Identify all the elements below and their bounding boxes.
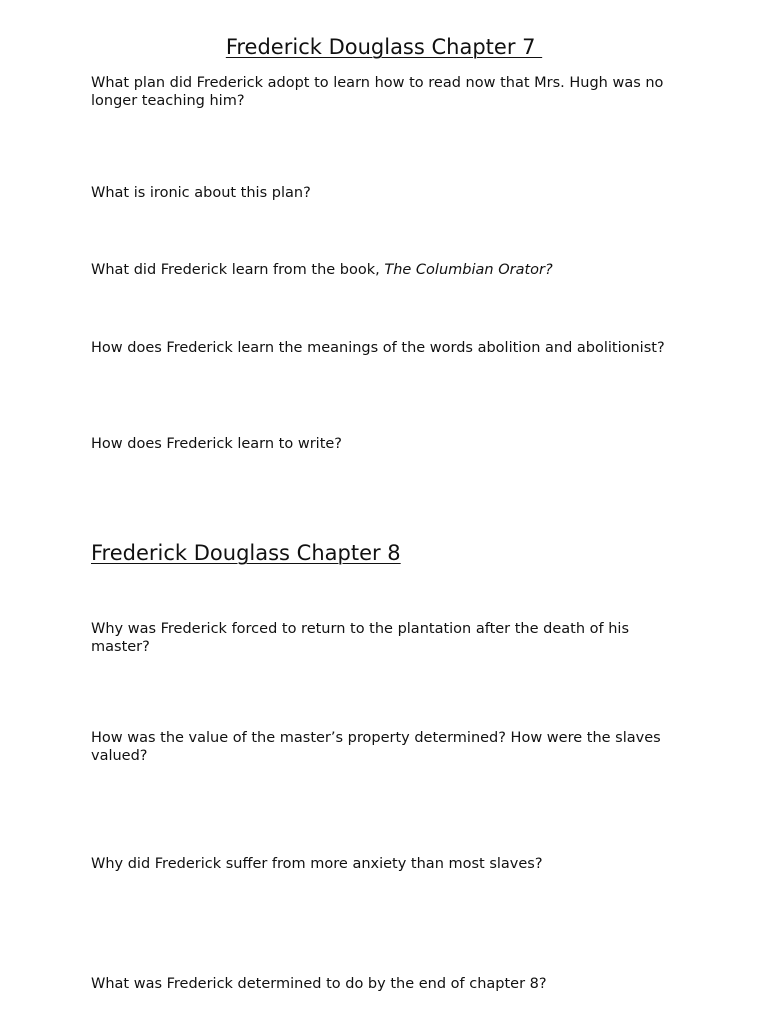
question-7-3: [91, 261, 676, 279]
question-7-2: What is ironic about this plan?: [91, 185, 311, 201]
chapter-7-title: Frederick Douglass Chapter 7: [225, 35, 543, 59]
question-8-1: Why was Frederick forced to return to the plantation after the death of his master?: [91, 621, 630, 655]
chapter-8-title: Frederick Douglass Chapter 8: [91, 541, 401, 565]
question-7-4: How does Frederick learn the meanings of the words abolition and abolitionist?: [91, 340, 665, 356]
question-7-3-text: What did Frederick learn from the book,: [91, 262, 385, 278]
book-title: The Columbian Orator?: [384, 262, 553, 278]
question-8-4: What was Frederick determined to do by the end of chapter 8?: [91, 976, 547, 992]
question-7-5: How does Frederick learn to write?: [91, 436, 343, 452]
question-7-1: What plan did Frederick adopt to learn how to read now that Mrs. Hugh was no longer teaching him?: [91, 75, 664, 109]
question-8-3: Why did Frederick suffer from more anxiety than most slaves?: [91, 856, 543, 872]
question-8-2: How was the value of the master’s property determined? How were the slaves valued?: [91, 730, 661, 764]
